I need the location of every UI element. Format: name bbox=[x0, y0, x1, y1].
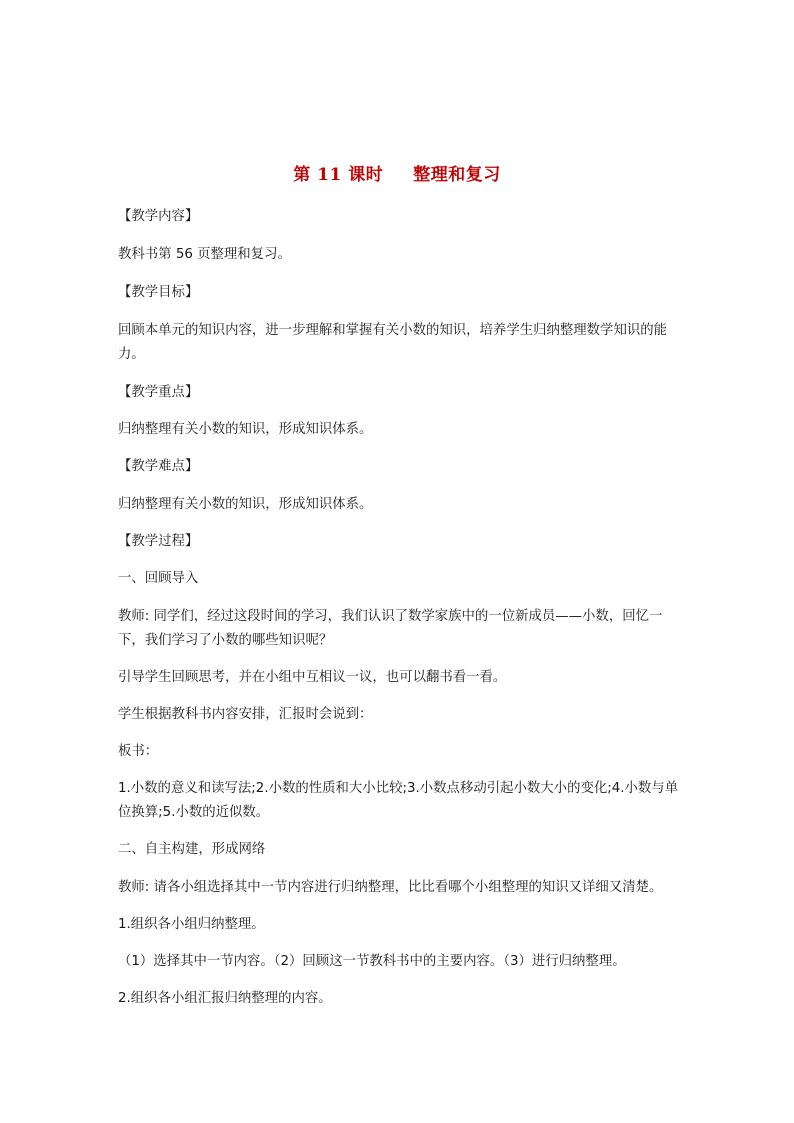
teacher-question-2: 教师: 请各小组选择其中一节内容进行归纳整理，比比看哪个小组整理的知识又详细又清楚。 bbox=[118, 880, 663, 895]
teaching-difficulty-text: 归纳整理有关小数的知识，形成知识体系。 bbox=[118, 497, 373, 512]
teaching-content-text: 教科书第 56 页整理和复习。 bbox=[118, 247, 291, 262]
heading-teaching-goal: 【教学目标】 bbox=[118, 285, 199, 300]
heading-teaching-key: 【教学重点】 bbox=[118, 385, 199, 400]
heading-teaching-process: 【教学过程】 bbox=[118, 534, 199, 549]
step-2: 2.组织各小组汇报归纳整理的内容。 bbox=[118, 991, 332, 1006]
teaching-goal-text: 回顾本单元的知识内容，进一步理解和掌握有关小数的知识，培养学生归纳整理数学知识的能力。 bbox=[118, 323, 668, 362]
section2-title: 二、自主构建，形成网络 bbox=[118, 842, 266, 857]
heading-teaching-difficulty: 【教学难点】 bbox=[118, 459, 199, 474]
lesson-topic: 整理和复习 bbox=[413, 165, 501, 185]
step-1: 1.组织各小组归纳整理。 bbox=[118, 917, 265, 932]
board-label: 板书： bbox=[118, 744, 159, 759]
step-1-detail: （1）选择其中一节内容。（2）回顾这一节教科书中的主要内容。（3）进行归纳整理。 bbox=[118, 954, 626, 969]
lesson-number: 第 11 课时 bbox=[293, 165, 384, 185]
lesson-title bbox=[0, 160, 794, 185]
heading-teaching-content: 【教学内容】 bbox=[118, 209, 199, 224]
student-report-text: 学生根据教科书内容安排，汇报时会说到： bbox=[118, 707, 373, 722]
teaching-key-text: 归纳整理有关小数的知识，形成知识体系。 bbox=[118, 422, 373, 437]
board-content: 1.小数的意义和读写法;2.小数的性质和大小比较;3.小数点移动引起小数大小的变化;4.小数与单位换算;5.小数的近似数。 bbox=[118, 781, 679, 820]
section1-title: 一、回顾导入 bbox=[118, 571, 199, 586]
teacher-question-1: 教师: 同学们，经过这段时间的学习，我们认识了数学家族中的一位新成员——小数，回忆一下，我们学习了小数的哪些知识呢？ bbox=[118, 609, 663, 648]
guide-text: 引导学生回顾思考，并在小组中互相议一议，也可以翻书看一看。 bbox=[118, 670, 507, 685]
